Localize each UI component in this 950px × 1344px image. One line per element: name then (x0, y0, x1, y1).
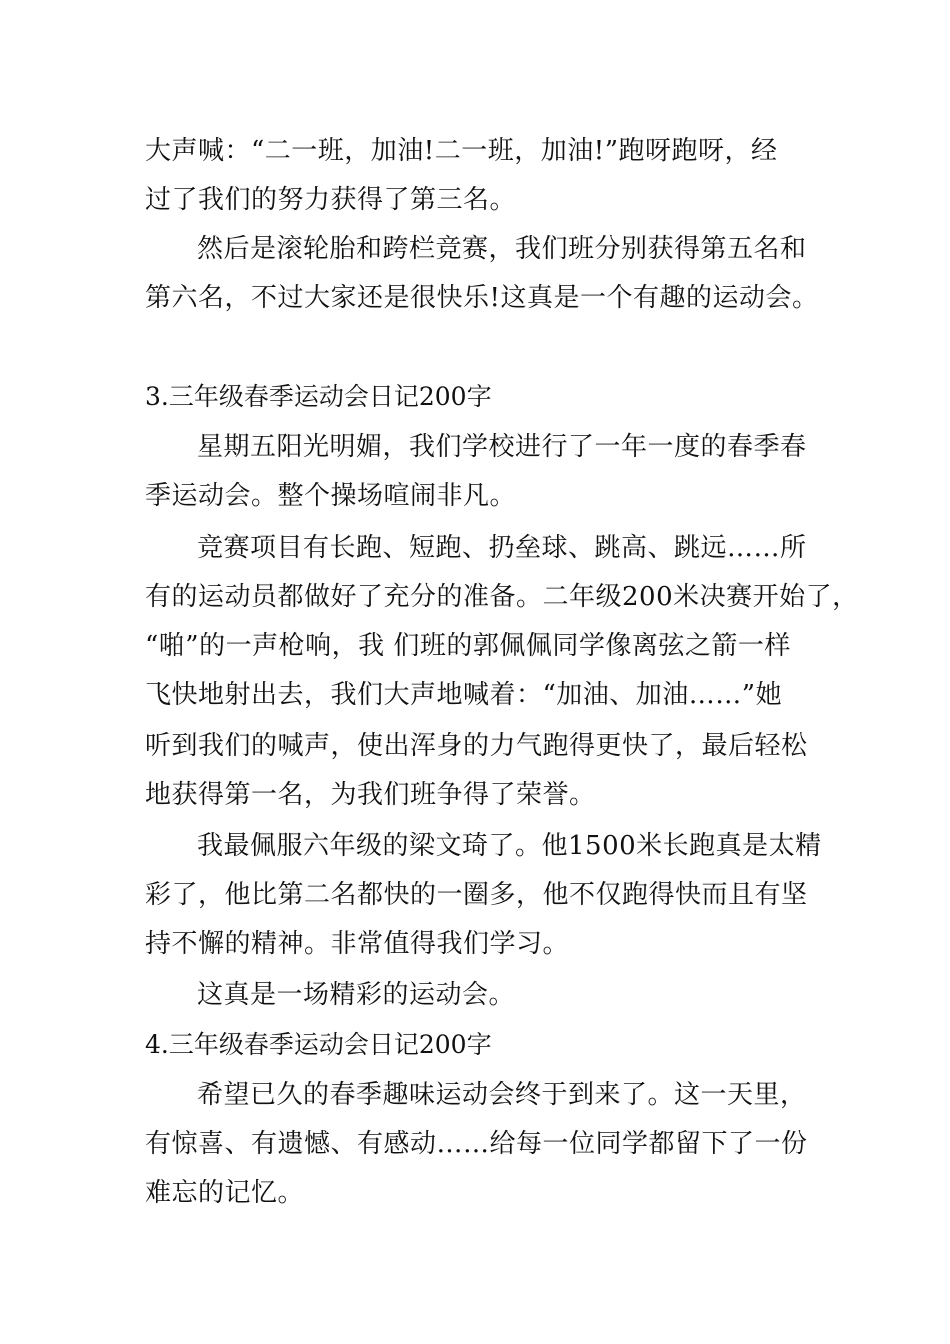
paragraph-line: 有惊喜、有遗憾、有感动……给每一位同学都留下了一份 (145, 1129, 808, 1159)
paragraph-line: 飞快地射出去，我们大声地喊着：“加油、加油……”她 (145, 680, 783, 710)
paragraph-line: 过了我们的努力获得了第三名。 (145, 185, 517, 215)
paragraph-line: 希望已久的春季趣味运动会终于到来了。这一天里， (197, 1080, 807, 1110)
paragraph-line: 星期五阳光明媚，我们学校进行了一年一度的春季春 (197, 432, 807, 462)
paragraph-line: 我最佩服六年级的梁文琦了。他1500米长跑真是太精 (197, 831, 822, 861)
section-heading: 4.三年级春季运动会日记200字 (145, 1030, 492, 1059)
paragraph-line: 地获得第一名，为我们班争得了荣誉。 (145, 780, 596, 810)
paragraph-line: “啪”的一声枪响，我 们班的郭佩佩同学像离弦之箭一样 (145, 631, 791, 661)
section-heading: 3.三年级春季运动会日记200字 (145, 382, 492, 411)
paragraph-line: 第六名，不过大家还是很快乐!这真是一个有趣的运动会。 (145, 283, 819, 313)
paragraph-line: 大声喊：“二一班，加油!二一班，加油!”跑呀跑呀，经 (145, 136, 778, 166)
paragraph-line: 持不懈的精神。非常值得我们学习。 (145, 929, 570, 959)
paragraph-line: 难忘的记忆。 (145, 1178, 305, 1208)
paragraph-line: 彩了，他比第二名都快的一圈多，他不仅跑得快而且有坚 (145, 880, 808, 910)
paragraph-line: 听到我们的喊声，使出浑身的力气跑得更快了，最后轻松 (145, 731, 808, 761)
paragraph-line: 季运动会。整个操场喧闹非凡。 (145, 481, 517, 511)
paragraph-line: 这真是一场精彩的运动会。 (197, 980, 516, 1010)
paragraph-line: 竞赛项目有长跑、短跑、扔垒球、跳高、跳远……所 (197, 533, 807, 563)
paragraph-line: 然后是滚轮胎和跨栏竞赛，我们班分别获得第五名和 (197, 234, 807, 264)
paragraph-line: 有的运动员都做好了充分的准备。二年级200米决赛开始了， (145, 582, 859, 612)
